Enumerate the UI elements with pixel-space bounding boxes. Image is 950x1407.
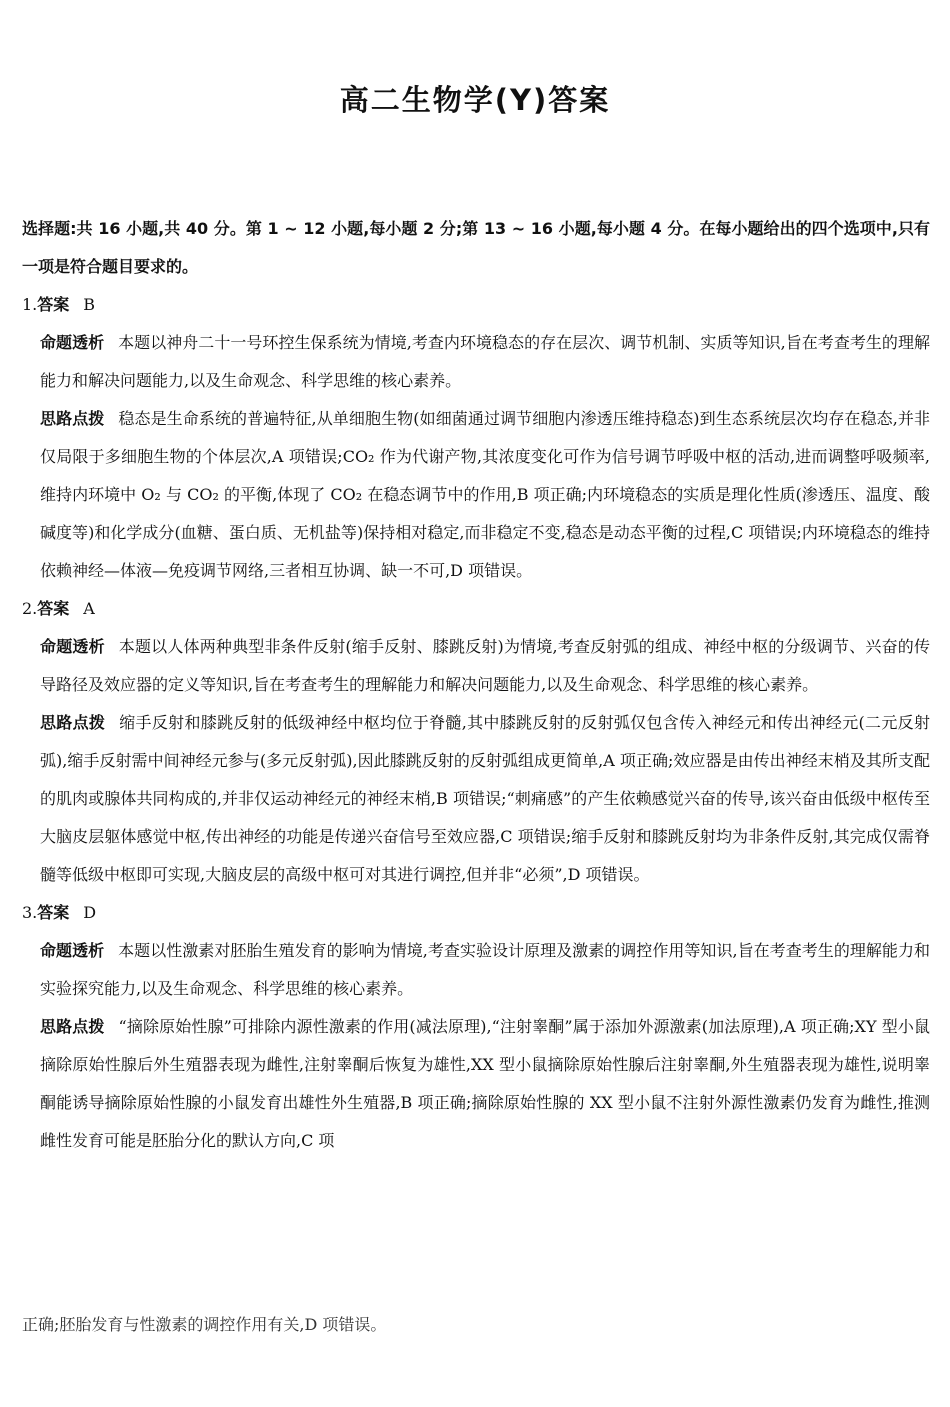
answer-value: D — [83, 903, 97, 922]
page-title: 高二生物学(Y)答案 — [339, 83, 611, 117]
question-number: 1. — [22, 295, 38, 314]
question-3-header — [22, 894, 930, 932]
hint-text: 稳态是生命系统的普遍特征,从单细胞生物(如细菌通过调节细胞内渗透压维持稳态)到生态系统层次均存在稳态,并非仅局限于多细胞生物的个体层次,A 项错误;CO₂ 作为代谢产物,其浓度变化可作为信号调节呼吸中枢的活动,进而调整呼吸频率,维持内环境中 O₂ 与 CO₂ 的平衡,体现了 CO₂ 在稳态调节中的作用,B 项正确;内环境稳态的实质是理化性质(渗透压、温度、酸碱度等)和化学成分(血糖、蛋白质、无机盐等)保持相对稳定,而非稳定不变,稳态是动态平衡的过程,C 项错误;内环境稳态的维持依赖神经—体液—免疫调节网络,三者相互协调、缺一不可,D 项错误。 — [40, 409, 930, 580]
question-2-hint — [22, 704, 930, 894]
section-intro: 选择题:共 16 小题,共 40 分。第 1 ~ 12 小题,每小题 2 分;第 13 ~ 16 小题,每小题 4 分。在每小题给出的四个选项中,只有一项是符合题目要求的。 — [22, 219, 930, 276]
analysis-label: 命题透析 — [40, 333, 105, 352]
cut-off-line — [22, 1315, 622, 1337]
answer-label: 答案 — [37, 295, 70, 314]
analysis-text: 本题以神舟二十一号环控生保系统为情境,考查内环境稳态的存在层次、调节机制、实质等知识,旨在考查考生的理解能力和解决问题能力,以及生命观念、科学思维的核心素养。 — [40, 333, 930, 390]
question-number: 3. — [22, 903, 38, 922]
question-2-analysis — [22, 628, 930, 704]
answer-label: 答案 — [37, 599, 70, 618]
answer-value: B — [83, 295, 96, 314]
question-number: 2. — [22, 599, 38, 618]
question-1-analysis — [22, 324, 930, 400]
question-2-header — [22, 590, 930, 628]
analysis-label: 命题透析 — [40, 637, 105, 656]
hint-text: 缩手反射和膝跳反射的低级神经中枢均位于脊髓,其中膝跳反射的反射弧仅包含传入神经元和传出神经元(二元反射弧),缩手反射需中间神经元参与(多元反射弧),因此膝跳反射的反射弧组成更简单,A 项正确;效应器是由传出神经末梢及其所支配的肌肉或腺体共同构成的,并非仅运动神经元的神经末梢,B 项错误;“刺痛感”的产生依赖感觉兴奋的传导,该兴奋由低级中枢传至大脑皮层躯体感觉中枢,传出神经的功能是传递兴奋信号至效应器,C 项错误;缩手反射和膝跳反射均为非条件反射,其完成仅需脊髓等低级中枢即可实现,大脑皮层的高级中枢可对其进行调控,但并非“必须”,D 项错误。 — [40, 713, 930, 884]
hint-text: “摘除原始性腺”可排除内源性激素的作用(减法原理),“注射睾酮”属于添加外源激素(加法原理),A 项正确;XY 型小鼠摘除原始性腺后外生殖器表现为雌性,注射睾酮后恢复为雄性,XX 型小鼠摘除原始性腺后注射睾酮,外生殖器表现为雄性,说明睾酮能诱导摘除原始性腺的小鼠发育出雄性外生殖器,B 项正确;摘除原始性腺的 XX 型小鼠不注射外源性激素仍发育为雌性,推测雌性发育可能是胚胎分化的默认方向,C 项 — [40, 1017, 930, 1150]
question-1-hint — [22, 400, 930, 590]
analysis-label: 命题透析 — [40, 941, 105, 960]
question-1-header — [22, 286, 930, 324]
answer-content — [22, 210, 930, 1160]
cut-off-text: 正确;胚胎发育与性激素的调控作用有关,D 项错误。 — [22, 1315, 387, 1334]
hint-label: 思路点拨 — [40, 713, 106, 732]
hint-label: 思路点拨 — [40, 1017, 105, 1036]
question-3-analysis — [22, 932, 930, 1008]
analysis-text: 本题以性激素对胚胎生殖发育的影响为情境,考查实验设计原理及激素的调控作用等知识,旨在考查考生的理解能力和实验探究能力,以及生命观念、科学思维的核心素养。 — [40, 941, 930, 998]
answer-label: 答案 — [37, 903, 70, 922]
hint-label: 思路点拨 — [40, 409, 105, 428]
answer-value: A — [83, 599, 95, 618]
analysis-text: 本题以人体两种典型非条件反射(缩手反射、膝跳反射)为情境,考查反射弧的组成、神经中枢的分级调节、兴奋的传导路径及效应器的定义等知识,旨在考查考生的理解能力和解决问题能力,以及生命观念、科学思维的核心素养。 — [40, 637, 930, 694]
question-3-hint — [22, 1008, 930, 1160]
